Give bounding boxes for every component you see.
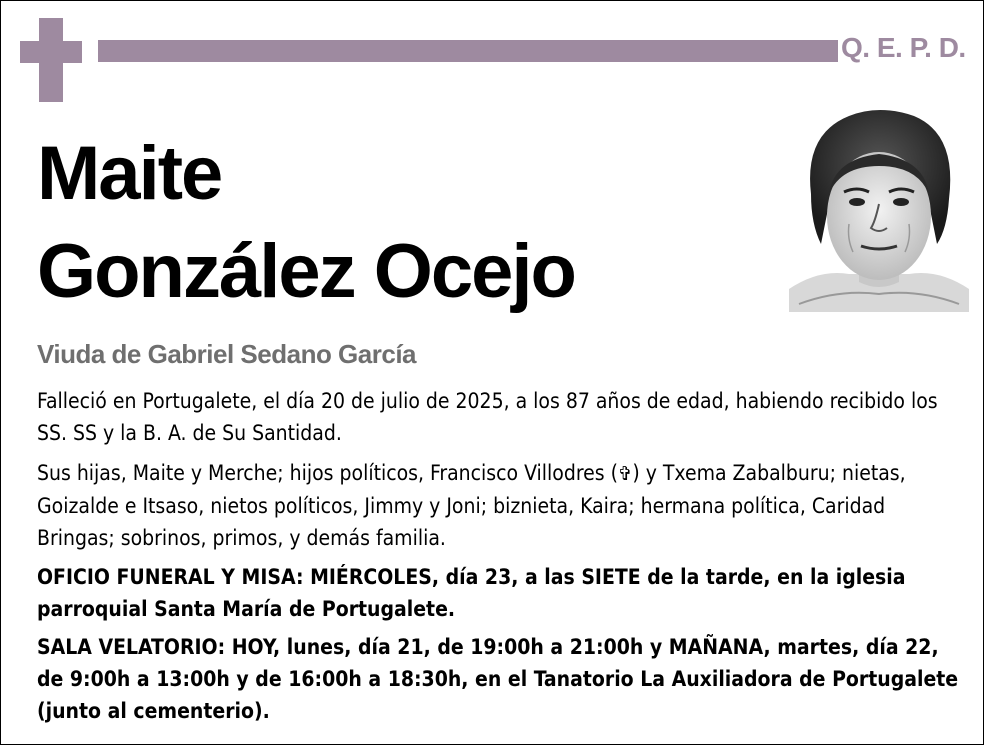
deceased-first-name: Maite	[37, 131, 222, 216]
funeral-mass-info: OFICIO FUNERAL Y MISA: MIÉRCOLES, día 23, a las SIETE de la tarde, en la iglesia parroquial Santa María de Portugalete.	[37, 565, 906, 621]
qepd-label: Q. E. P. D.	[841, 32, 966, 63]
portrait-photo	[789, 104, 969, 312]
family-list	[37, 457, 959, 554]
family-list-part-2: ) y Txema Zabalburu; nietas, Goizalde e Itsaso, nietos políticos, Jimmy y Joni; biznieta, Kaira; hermana política, Caridad Bringas; sobrinos, primos, y demás familia.	[37, 461, 906, 550]
deceased-surnames: González Ocejo	[37, 229, 575, 314]
small-cross-icon: ✞	[618, 463, 633, 485]
death-announcement: Falleció en Portugalete, el día 20 de julio de 2025, a los 87 años de edad, habiendo recibido los SS. SS y la B. A. de Su Santidad.	[37, 389, 938, 445]
wake-info: SALA VELATORIO: HOY, lunes, día 21, de 19:00h a 21:00h y MAÑANA, martes, día 22, de 9:00h a 13:00h y de 16:00h a 18:30h, en el Tanatorio La Auxiliadora de Portugalete (junto al cementerio).	[37, 635, 959, 723]
family-list-part-1: Sus hijas, Maite y Merche; hijos políticos, Francisco Villodres (	[37, 461, 618, 485]
deceased-subtitle: Viuda de Gabriel Sedano García	[37, 339, 416, 369]
header-rule	[98, 40, 838, 62]
